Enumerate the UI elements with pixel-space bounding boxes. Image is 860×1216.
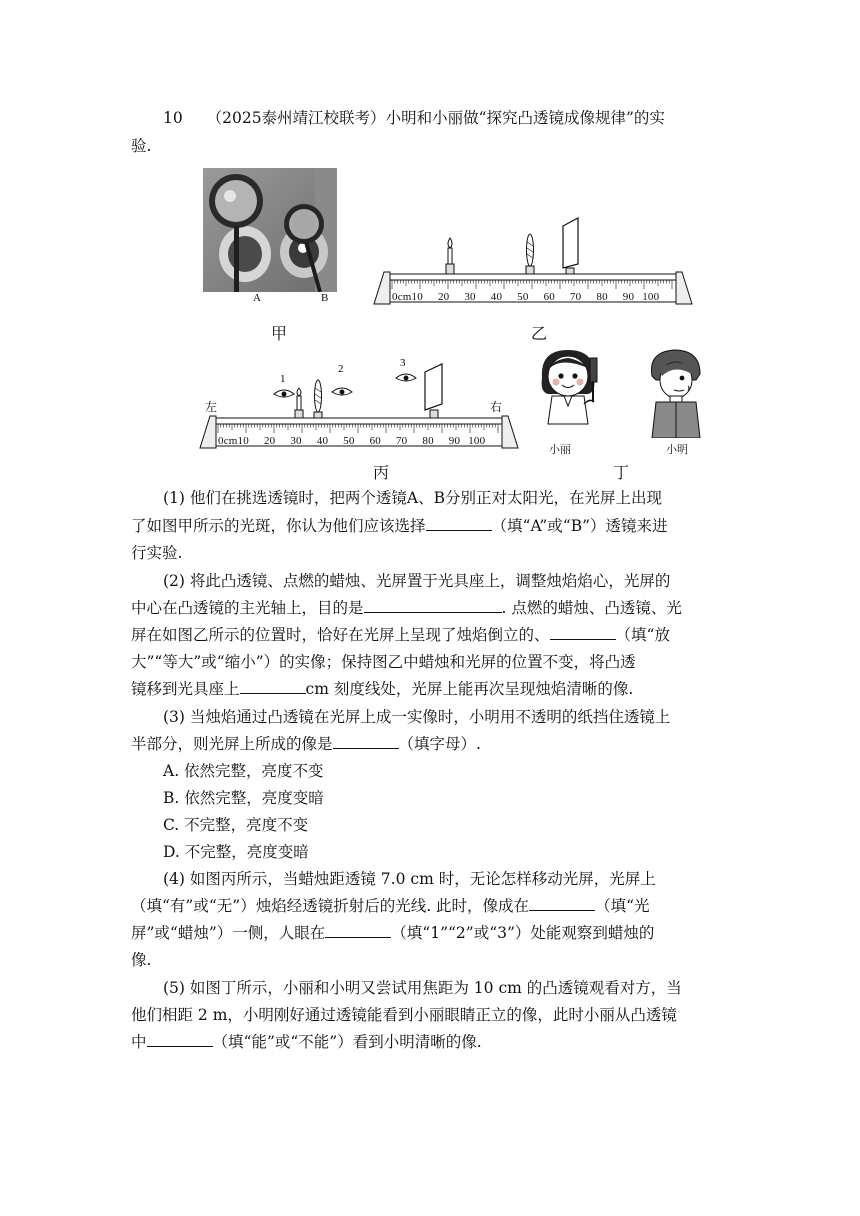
lens-b-label: B [321, 292, 329, 304]
question-source: （2025泰州靖江校联考） [206, 109, 386, 127]
option-c: C. 不完整，亮度不变 [163, 816, 309, 834]
p5-line2: 他们相距 2 m，小明刚好通过透镜能看到小丽眼睛正立的像，此时小丽从凸透镜 [131, 1006, 677, 1024]
p2-line1: (2) 将此凸透镜、点燃的蜡烛、光屏置于光具座上，调整烛焰焰心，光屏的 [163, 572, 671, 590]
p3-line1: (3) 当烛焰通过凸透镜在光屏上成一实像时，小明用不透明的纸挡住透镜上 [163, 708, 671, 726]
question-header [163, 108, 665, 128]
left-label: 左 [205, 400, 218, 414]
eye-1: 1 [280, 373, 286, 385]
answer-blank-3[interactable] [550, 625, 616, 640]
figure-jia-label: 甲 [271, 324, 288, 343]
question-title-end: 验. [131, 137, 152, 155]
answer-blank-5[interactable] [333, 734, 399, 749]
answer-blank-2[interactable] [364, 598, 502, 613]
ruler-labels-bing: 0cm10 20 30 40 50 60 70 80 90 100 [218, 435, 486, 447]
p1-line3: 行实验. [131, 544, 183, 562]
question-number: 10 [163, 109, 183, 127]
eye-3: 3 [400, 357, 406, 369]
p4-line2: （填“有”或“无”）烛焰经透镜折射后的光线. 此时，像成在 （填“光 [131, 897, 650, 915]
figure-jia-photo [203, 168, 337, 292]
figure-ding-label: 丁 [613, 463, 630, 482]
p2-line3: 屏在如图乙所示的位置时，恰好在光屏上呈现了烛焰倒立的、 （填“放 [131, 626, 670, 644]
xiaoming-label: 小明 [666, 444, 688, 456]
option-b: B. 依然完整，亮度变暗 [163, 789, 324, 807]
question-title: 小明和小丽做“探究凸透镜成像规律”的实 [385, 109, 665, 127]
lens-a-label: A [253, 292, 261, 304]
p5-line3: 中 （填“能”或“不能”）看到小明清晰的像. [131, 1033, 482, 1051]
p4-line3: 屏”或“蜡烛”）一侧，人眼在 （填“1”“2”或“3”）处能观察到蜡烛的 [131, 924, 655, 942]
answer-blank-4[interactable] [240, 679, 306, 694]
figure-bing-label: 丙 [373, 463, 390, 482]
option-d: D. 不完整，亮度变暗 [163, 843, 309, 861]
p4-line1: (4) 如图丙所示，当蜡烛距透镜 7.0 cm 时，无论怎样移动光屏，光屏上 [163, 870, 656, 888]
right-label: 右 [490, 400, 503, 414]
figure-yi-label: 乙 [531, 324, 548, 343]
p3-line2: 半部分，则光屏上所成的像是 （填字母）. [131, 735, 481, 753]
p1-line2: 了如图甲所示的光斑，你认为他们应该选择 （填“A”或“B”）透镜来进 [131, 517, 668, 535]
p2-line4: 大”“等大”或“缩小”）的实像；保持图乙中蜡烛和光屏的位置不变，将凸透 [131, 653, 636, 671]
ruler-labels-yi: 0cm10 20 30 40 50 60 70 80 90 100 [392, 291, 660, 303]
xiaoli-illustration [530, 344, 620, 440]
xiaoming-illustration [644, 346, 710, 438]
xiaoli-label: 小丽 [549, 444, 571, 456]
eye-2: 2 [338, 363, 344, 375]
answer-blank-7[interactable] [325, 923, 391, 938]
answer-blank-8[interactable] [147, 1032, 213, 1047]
p5-line1: (5) 如图丁所示，小丽和小明又尝试用焦距为 10 cm 的凸透镜观看对方，当 [163, 979, 682, 997]
p2-line5: 镜移到光具座上 cm 刻度线处，光屏上能再次呈现烛焰清晰的像. [131, 680, 634, 698]
option-a: A. 依然完整，亮度不变 [163, 762, 324, 780]
answer-blank-1[interactable] [426, 516, 492, 531]
p2-line2: 中心在凸透镜的主光轴上，目的是 . 点燃的蜡烛、凸透镜、光 [131, 599, 682, 617]
p4-line4: 像. [131, 951, 152, 969]
answer-blank-6[interactable] [529, 896, 595, 911]
p1-line1: (1) 他们在挑选透镜时，把两个透镜A、B分别正对太阳光，在光屏上出现 [163, 489, 662, 507]
